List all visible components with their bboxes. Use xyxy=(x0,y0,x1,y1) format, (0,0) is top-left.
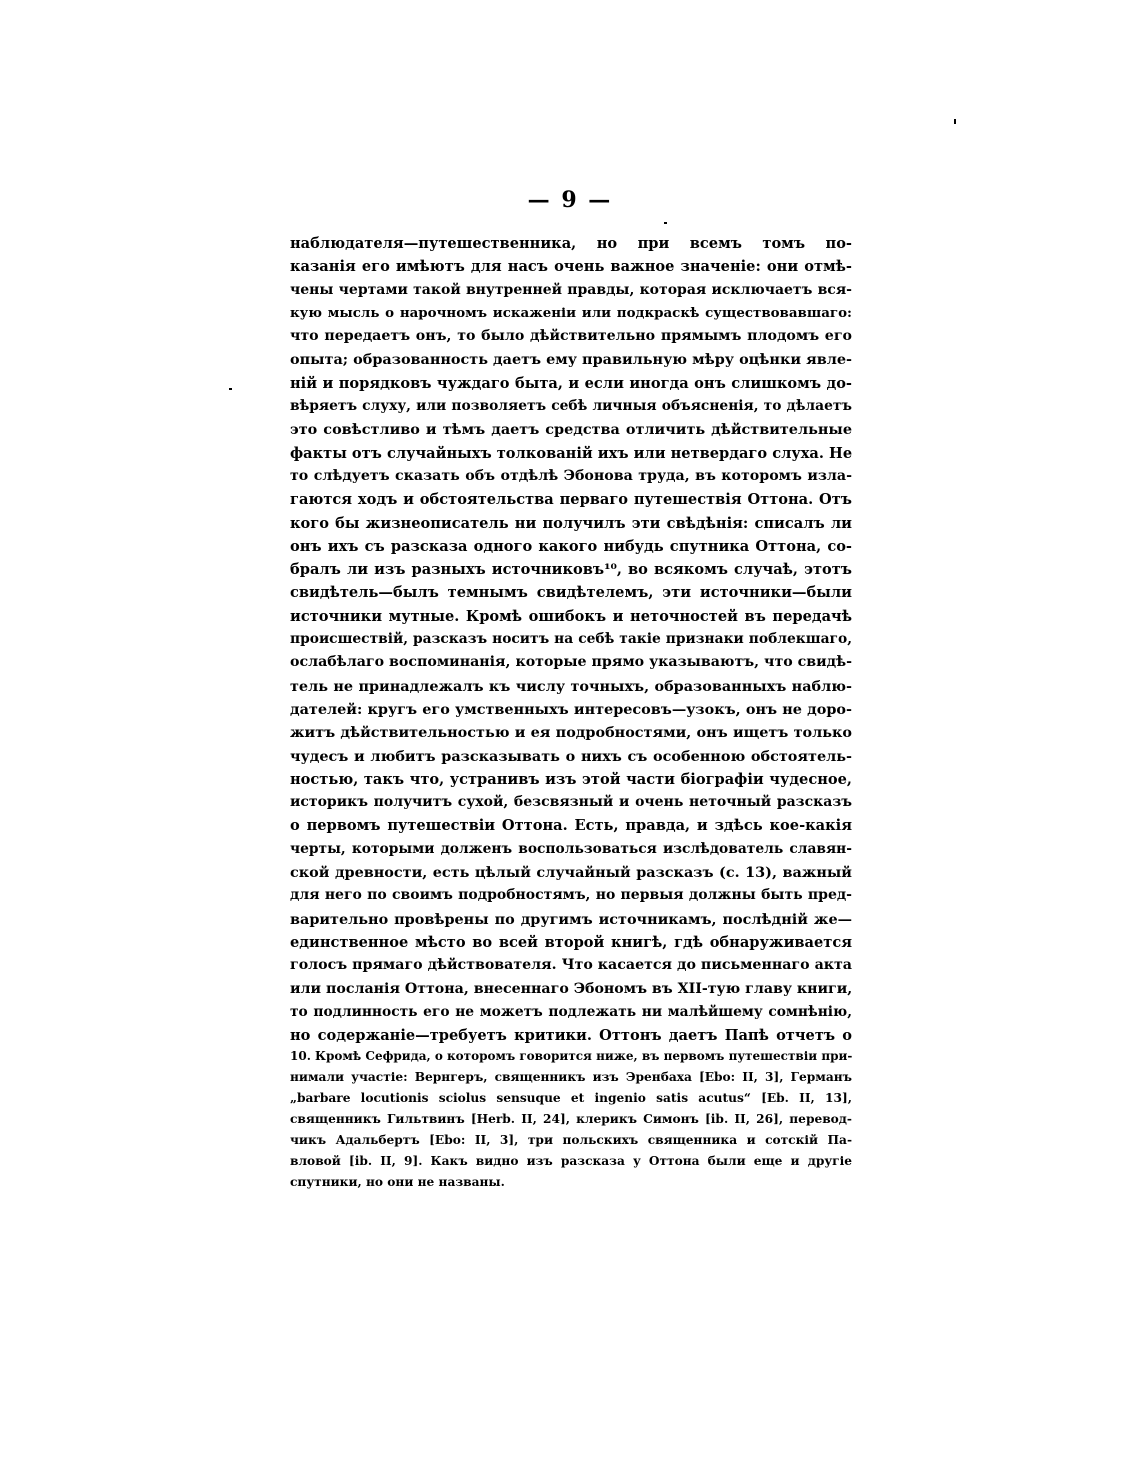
body-line: онъ ихъ съ разсказа одного какого нибудь спутника Оттона, со- xyxy=(290,537,852,555)
body-line: гаются ходъ и обстоятельства перваго путешествія Оттона. Отъ xyxy=(290,491,852,509)
body-line: варительно провѣрены по другимъ источникамъ, послѣдній же— xyxy=(290,910,852,928)
body-line: но содержаніе—требуетъ критики. Оттонъ даетъ Папѣ отчетъ о xyxy=(290,1027,852,1045)
body-line: историкъ получитъ сухой, безсвязный и очень неточный разсказъ xyxy=(290,794,852,811)
body-line: происшествій, разсказъ носитъ на себѣ такіе признаки поблекшаго, xyxy=(290,631,852,648)
body-line: тель не принадлежалъ къ числу точныхъ, образованныхъ наблю- xyxy=(290,677,852,695)
scan-speck xyxy=(664,222,667,224)
footnote-line: спутники, но они не названы. xyxy=(290,1175,505,1189)
body-line: бралъ ли изъ разныхъ источниковъ¹⁰, во всякомъ случаѣ, этотъ xyxy=(290,561,852,579)
body-line: факты отъ случайныхъ толкованій ихъ или нетвердаго слуха. Не xyxy=(290,444,852,462)
body-line: источники мутные. Кромѣ ошибокъ и неточностей въ передачѣ xyxy=(290,607,852,625)
body-line: ской древности, есть цѣлый случайный разсказъ (с. 13), важный xyxy=(290,864,852,882)
footnote xyxy=(290,1046,852,1193)
body-line: ослабѣлаго воспоминанія, которые прямо указываютъ, что свидѣ- xyxy=(290,654,852,671)
body-line: голосъ прямаго дѣйствователя. Что касается до письменнаго акта xyxy=(290,957,852,974)
body-line: черты, которыми долженъ воспользоваться изслѣдователь славян- xyxy=(290,840,852,857)
body-line: или посланія Оттона, внесеннаго Эбономъ въ XII-тую главу книги, xyxy=(290,980,852,997)
body-line: о первомъ путешествіи Оттона. Есть, правда, и здѣсь кое-какія xyxy=(290,817,852,835)
body-line: казанія его имѣютъ для насъ очень важное значеніе: они отмѣ- xyxy=(290,258,852,276)
scan-speck xyxy=(229,388,232,390)
footnote-line: священникъ Гильтвинъ [Herb. II, 24], клерикъ Симонъ [ib. II, 26], перевод- xyxy=(290,1112,852,1126)
footnote-line: вловой [ib. II, 9]. Какъ видно изъ разсказа у Оттона были еще и другіе xyxy=(290,1154,852,1168)
body-line: для него по своимъ подробностямъ, но первыя должны быть пред- xyxy=(290,887,852,904)
body-line: опыта; образованность даетъ ему правильную мѣру оцѣнки явле- xyxy=(290,351,852,369)
body-line: ній и порядковъ чуждаго быта, и если иногда онъ слишкомъ до- xyxy=(290,374,852,392)
body-line: то слѣдуетъ сказать объ отдѣлѣ Эбонова труда, въ которомъ изла- xyxy=(290,467,852,484)
body-line: житъ дѣйствительностью и ея подробностями, онъ ищетъ только xyxy=(290,724,852,742)
body-line: чены чертами такой внутренней правды, которая исключаетъ вся- xyxy=(290,281,852,298)
body-line: дателей: кругъ его умственныхъ интересовъ—узокъ, онъ не доро- xyxy=(290,700,852,718)
body-line: что передаетъ онъ, то было дѣйствительно прямымъ плодомъ его xyxy=(290,328,852,345)
footnote-line: чикъ Адальбертъ [Ebo: II, 3], три польскихъ священника и сотскій Па- xyxy=(290,1133,852,1147)
body-line: свидѣтель—былъ темнымъ свидѣтелемъ, эти источники—были xyxy=(290,584,852,602)
footnote-line: „barbare locutionis sciolus sensuque et ingenio satis acutus“ [Eb. II, 13], xyxy=(290,1091,852,1105)
body-line: ностью, такъ что, устранивъ изъ этой части біографіи чудесное, xyxy=(290,770,852,788)
body-line: вѣряетъ слуху, или позволяетъ себѣ личныя объясненія, то дѣлаетъ xyxy=(290,398,852,415)
page-number: — 9 — xyxy=(527,187,613,213)
body-line: то подлинность его не можетъ подлежать ни малѣйшему сомнѣнію, xyxy=(290,1003,852,1020)
body-line: единственное мѣсто во всей второй книгѣ, гдѣ обнаруживается xyxy=(290,933,852,951)
body-line: это совѣстливо и тѣмъ даетъ средства отличить дѣйствительные xyxy=(290,421,852,439)
body-line: наблюдателя—путешественника, но при всемъ томъ по- xyxy=(290,235,852,252)
footnote-line: нимали участіе: Вернгеръ, священникъ изъ Эренбаха [Ebo: II, 3], Германъ xyxy=(290,1070,852,1084)
footnote-line: 10. Кромѣ Сефрида, о которомъ говорится ниже, въ первомъ путешествіи при- xyxy=(290,1049,852,1063)
body-text xyxy=(290,232,852,1047)
body-line: чудесъ и любитъ разсказывать о нихъ съ особенною обстоятель- xyxy=(290,747,852,765)
body-line: кого бы жизнеописатель ни получилъ эти свѣдѣнія: списалъ ли xyxy=(290,514,852,532)
scan-speck xyxy=(954,119,956,124)
body-line: кую мысль о нарочномъ искаженіи или подкраскѣ существовавшаго: xyxy=(290,304,852,321)
